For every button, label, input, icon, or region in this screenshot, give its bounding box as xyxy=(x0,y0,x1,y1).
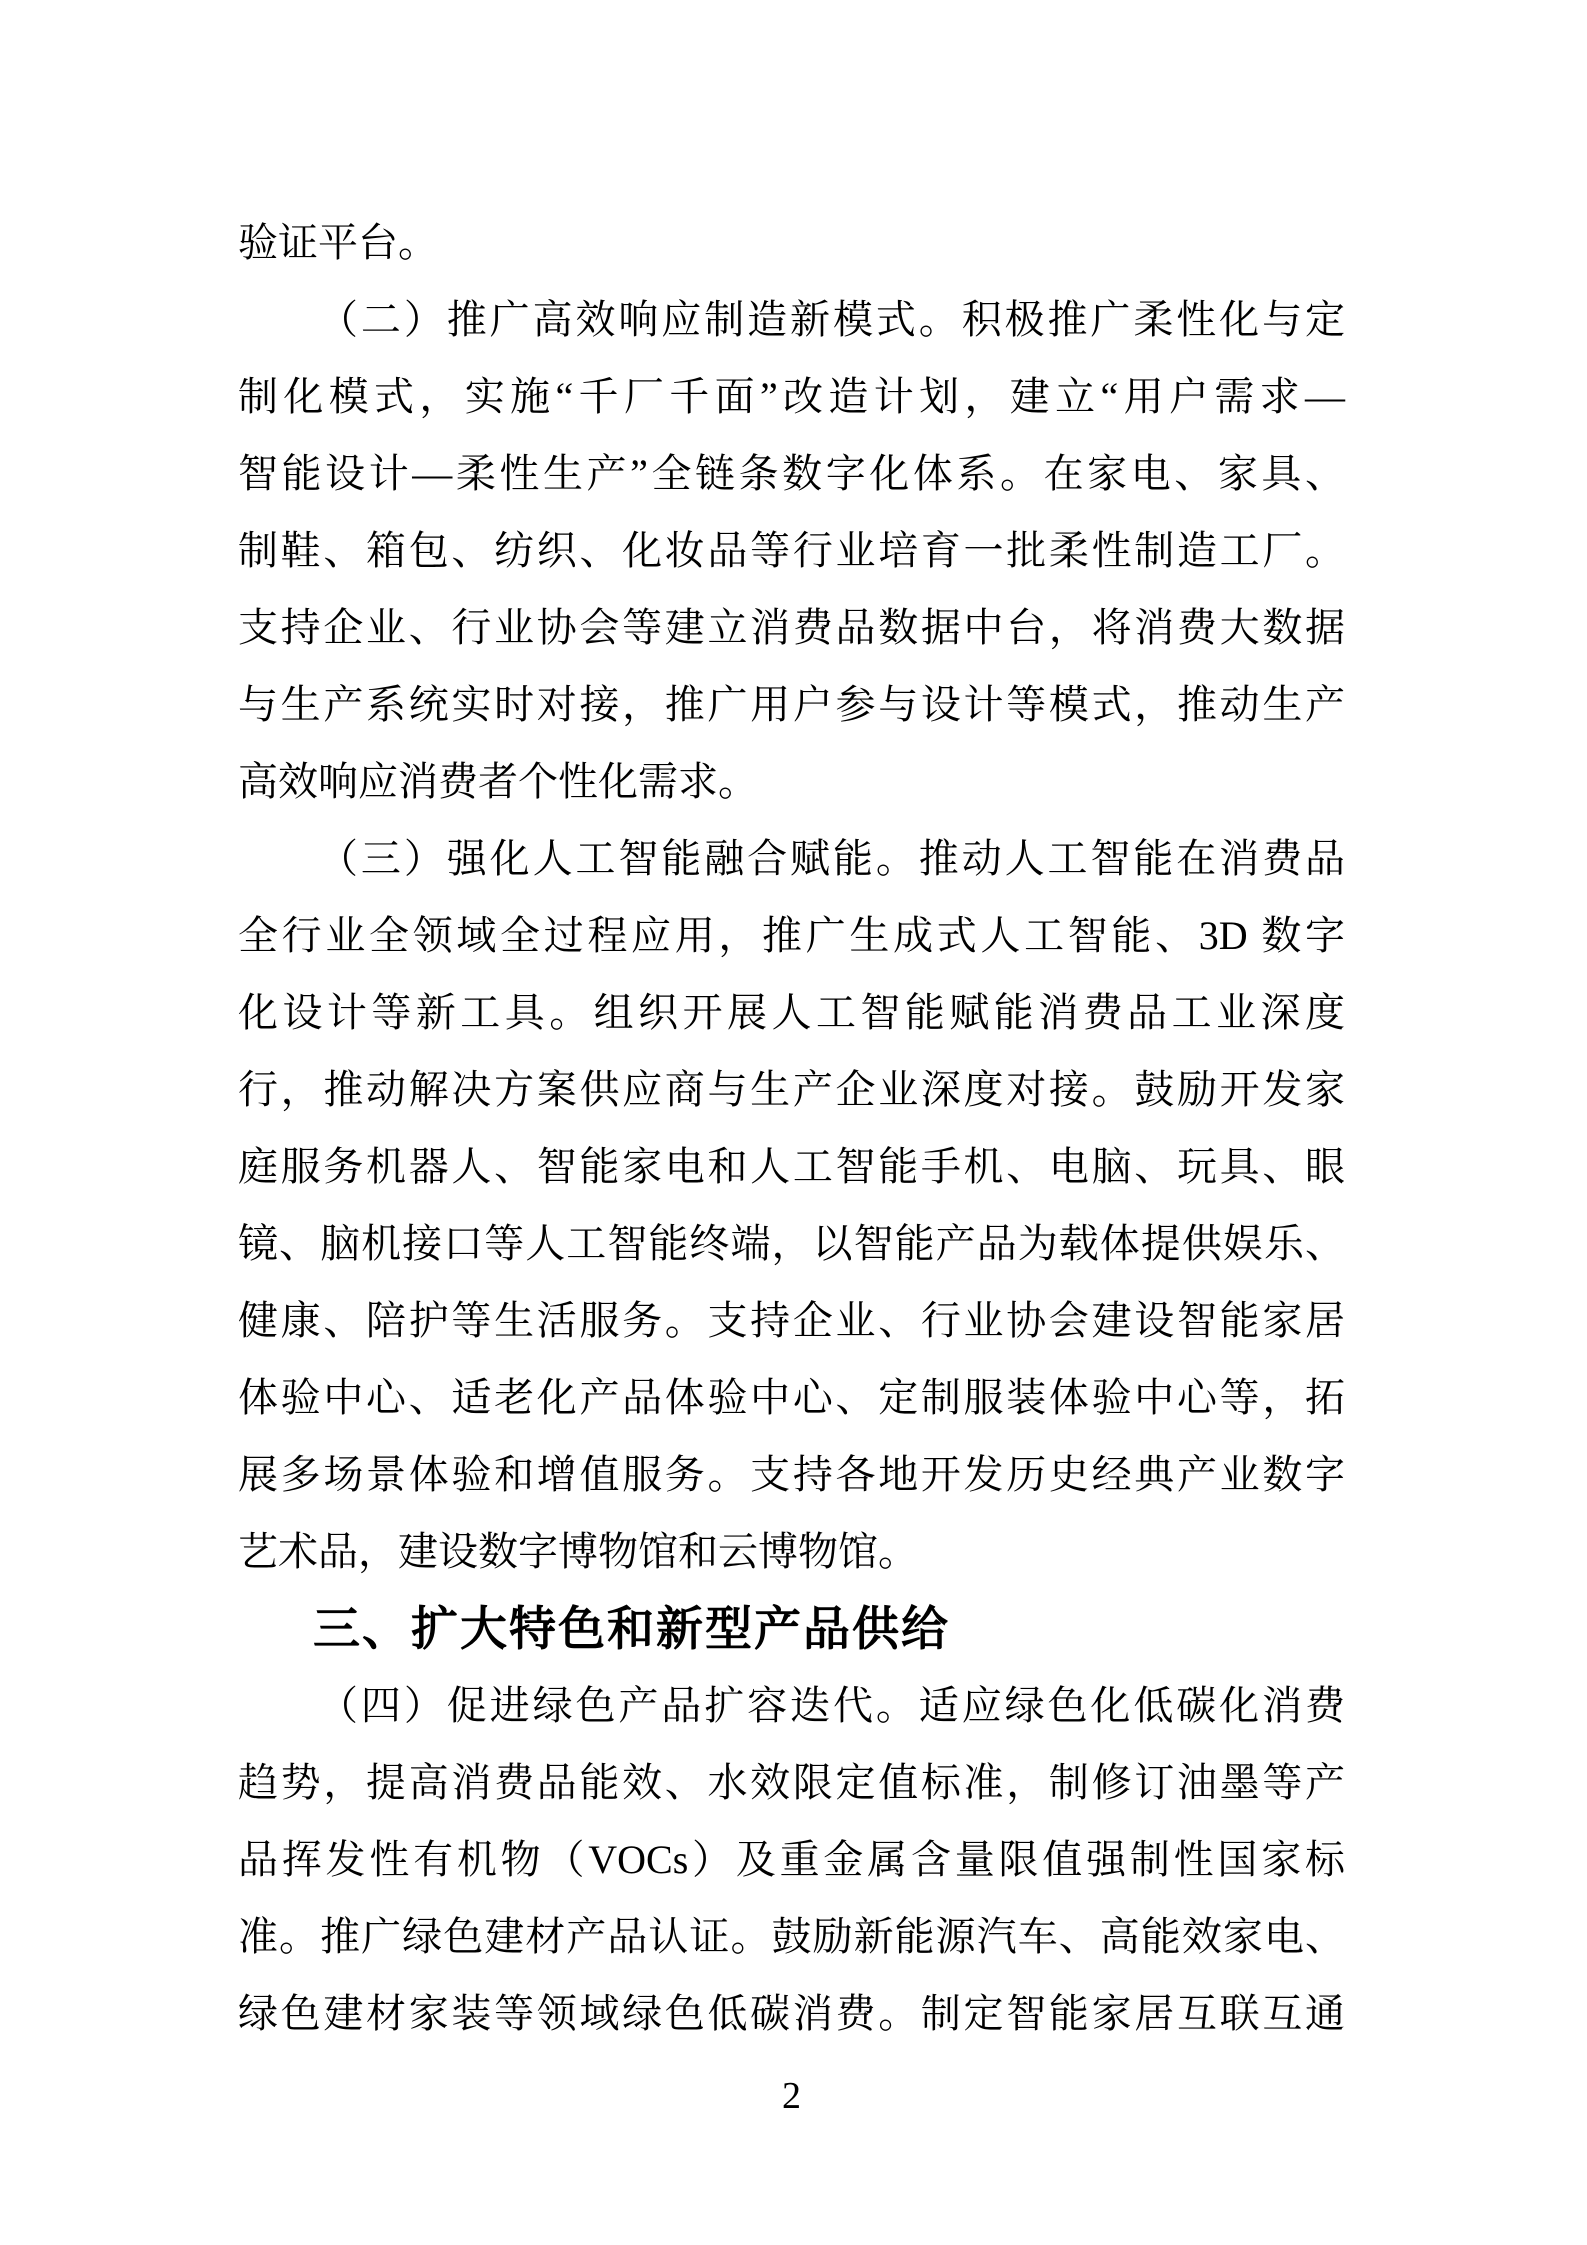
text-line: 镜、脑机接口等人工智能终端，以智能产品为载体提供娱乐、 xyxy=(238,1221,1345,1266)
section-heading: 三、扩大特色和新型产品供给 xyxy=(313,1602,950,1655)
text-line: 支持企业、行业协会等建立消费品数据中台，将消费大数据 xyxy=(238,605,1345,650)
text-line: 展多场景体验和增值服务。支持各地开发历史经典产业数字 xyxy=(238,1452,1345,1497)
text-line: 体验中心、适老化产品体验中心、定制服装体验中心等，拓 xyxy=(238,1375,1345,1420)
text-line: 准。推广绿色建材产品认证。鼓励新能源汽车、高能效家电、 xyxy=(238,1914,1345,1959)
text-line: 品挥发性有机物（VOCs）及重金属含量限值强制性国家标 xyxy=(238,1837,1345,1882)
text-line: （三）强化人工智能融合赋能。推动人工智能在消费品 xyxy=(318,836,1345,881)
text-line: 高效响应消费者个性化需求。 xyxy=(238,759,758,804)
text-line: 趋势，提高消费品能效、水效限定值标准，制修订油墨等产 xyxy=(238,1760,1345,1805)
text-line: 智能设计—柔性生产”全链条数字化体系。在家电、家具、 xyxy=(238,451,1345,496)
text-line: 艺术品，建设数字博物馆和云博物馆。 xyxy=(238,1529,918,1574)
text-line: 制鞋、箱包、纺织、化妆品等行业培育一批柔性制造工厂。 xyxy=(238,528,1345,573)
text-block xyxy=(238,204,1345,2052)
text-line: （四）促进绿色产品扩容迭代。适应绿色化低碳化消费 xyxy=(318,1683,1345,1728)
text-line: 制化模式，实施“千厂千面”改造计划，建立“用户需求— xyxy=(238,374,1345,419)
text-line: 健康、陪护等生活服务。支持企业、行业协会建设智能家居 xyxy=(238,1298,1345,1343)
text-line: （二）推广高效响应制造新模式。积极推广柔性化与定 xyxy=(318,297,1345,342)
text-line: 验证平台。 xyxy=(238,220,438,265)
text-line: 庭服务机器人、智能家电和人工智能手机、电脑、玩具、眼 xyxy=(238,1144,1345,1189)
text-line: 行，推动解决方案供应商与生产企业深度对接。鼓励开发家 xyxy=(238,1067,1345,1112)
page-number: 2 xyxy=(782,2075,801,2117)
text-line: 化设计等新工具。组织开展人工智能赋能消费品工业深度 xyxy=(238,990,1345,1035)
text-line: 全行业全领域全过程应用，推广生成式人工智能、3D 数字 xyxy=(238,913,1345,958)
text-line: 绿色建材家装等领域绿色低碳消费。制定智能家居互联互通 xyxy=(238,1991,1345,2036)
text-line: 与生产系统实时对接，推广用户参与设计等模式，推动生产 xyxy=(238,682,1345,727)
